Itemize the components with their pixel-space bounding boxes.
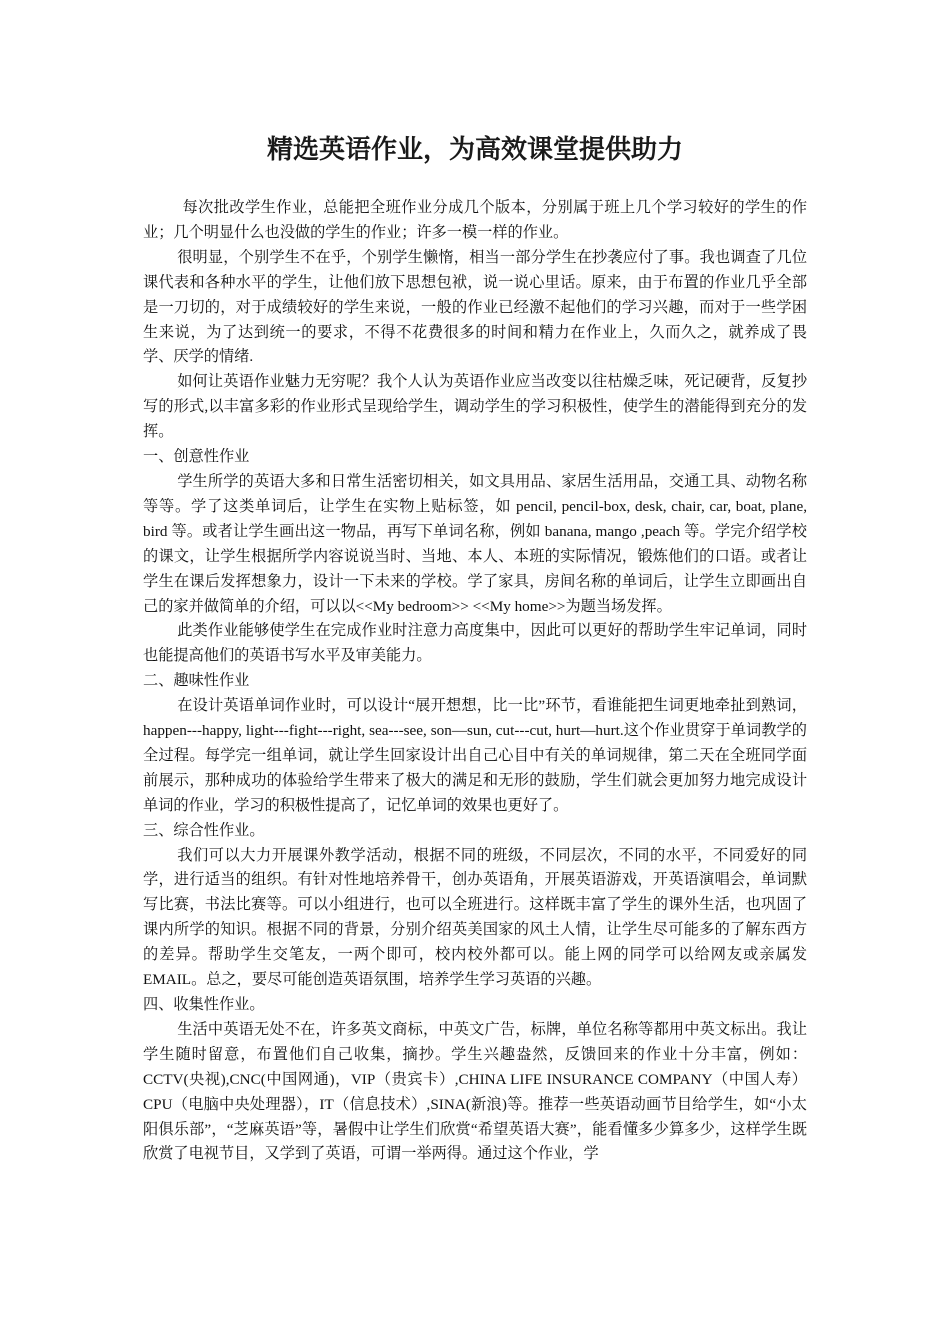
paragraph: 每次批改学生作业，总能把全班作业分成几个版本，分别属于班上几个学习较好的学生的作业；几个明显什么也没做的学生的作业；许多一模一样的作业。 (143, 199, 807, 241)
paragraph: 此类作业能够使学生在完成作业时注意力高度集中，因此可以更好的帮助学生牢记单词，同时也能提高他们的英语书写水平及审美能力。 (143, 622, 807, 665)
paragraph: 很明显，个别学生不在乎，个别学生懒惰，相当一部分学生在抄袭应付了事。我也调查了几位课代表和各种水平的学生，让他们放下思想包袱，说一说心里话。原来，由于布置的作业几乎全部是一刀切的，对于成绩较好的学生来说，一般的作业已经激不起他们的学习兴趣，而对于一些学困生来说，为了达到统一的要求，不得不花费很多的时间和精力在作业上，久而久之，就养成了畏学、厌学的情绪. (143, 248, 807, 366)
paragraph: 在设计英语单词作业时，可以设计“展开想想，比一比”环节，看谁能把生词更地牵扯到熟词，happen---happy, light---fight---right, sea---see, son—sun, cut---cut, hurt—hurt.这个作业贯穿于单词教学的全过程。每学完一组单词，就让学生回家设计出自己心目中有关的单词规律，第二天在全班同学面前展示，那种成功的体验给学生带来了极大的满足和无形的鼓励，学生们就会更加努力地完成设计单词的作业，学习的积极性提高了，记忆单词的效果也更好了。 (143, 697, 807, 814)
paragraph: 学生所学的英语大多和日常生活密切相关，如文具用品、家居生活用品，交通工具、动物名称等等。学了这类单词后，让学生在实物上贴标签，如 pencil, pencil-box, desk, chair, car, boat, plane, bird 等。或者让学生画出这一物品，再写下单词名称，例如 banana, mango ,peach 等。学完介绍学校的课文，让学生根据所学内容说说当时、当地、本人、本班的实际情况，锻炼他们的口语。或者让学生在课后发挥想象力，设计一下未来的学校。学了家具，房间名称的单词后，让学生立即画出自己的家并做简单的介绍，可以以<<My bedroom>> <<My home>>为题当场发挥。 (143, 472, 807, 615)
section-heading: 四、收集性作业。 (143, 996, 265, 1013)
document-title: 精选英语作业，为高效课堂提供助力 (266, 135, 683, 165)
section-heading: 一、创意性作业 (143, 448, 250, 466)
section-heading: 二、趣味性作业 (143, 672, 250, 690)
paragraph: 生活中英语无处不在，许多英文商标，中英文广告，标牌，单位名称等都用中英文标出。我让学生随时留意，布置他们自己收集，摘抄。学生兴趣盎然，反馈回来的作业十分丰富，例如：CCTV(央视),CNC(中国网通)，VIP（贵宾卡）,CHINA LIFE INSURANCE COMPANY（中国人寿）CPU（电脑中央处理器），IT（信息技术）,SINA(新浪)等。推荐一些英语动画节目给学生，如“小太阳俱乐部”，“芝麻英语”等，暑假中让学生们欣赏“希望英语大赛”，能看懂多少算多少，这样学生既欣赏了电视节目，又学到了英语，可谓一举两得。通过这个作业，学 (143, 1020, 807, 1163)
section-heading: 三、综合性作业。 (143, 821, 265, 839)
paragraph: 如何让英语作业魅力无穷呢？我个人认为英语作业应当改变以往枯燥乏味，死记硬背，反复抄写的形式,以丰富多彩的作业形式呈现给学生，调动学生的学习积极性，使学生的潜能得到充分的发挥。 (143, 373, 807, 441)
paragraph: 我们可以大力开展课外教学活动，根据不同的班级，不同层次，不同的水平，不同爱好的同学，进行适当的组织。有针对性地培养骨干，创办英语角，开展英语游戏，开英语演唱会，单词默写比赛，书法比赛等。可以小组进行，也可以全班进行。这样既丰富了学生的课外生活，也巩固了课内所学的知识。根据不同的背景，分别介绍英美国家的风土人情，让学生尽可能多的了解东西方的差异。帮助学生交笔友，一两个即可，校内校外都可以。能上网的同学可以给网友或亲属发 EMAIL。总之，要尽可能创造英语氛围，培养学生学习英语的兴趣。 (143, 846, 807, 989)
document-body (143, 196, 807, 1167)
